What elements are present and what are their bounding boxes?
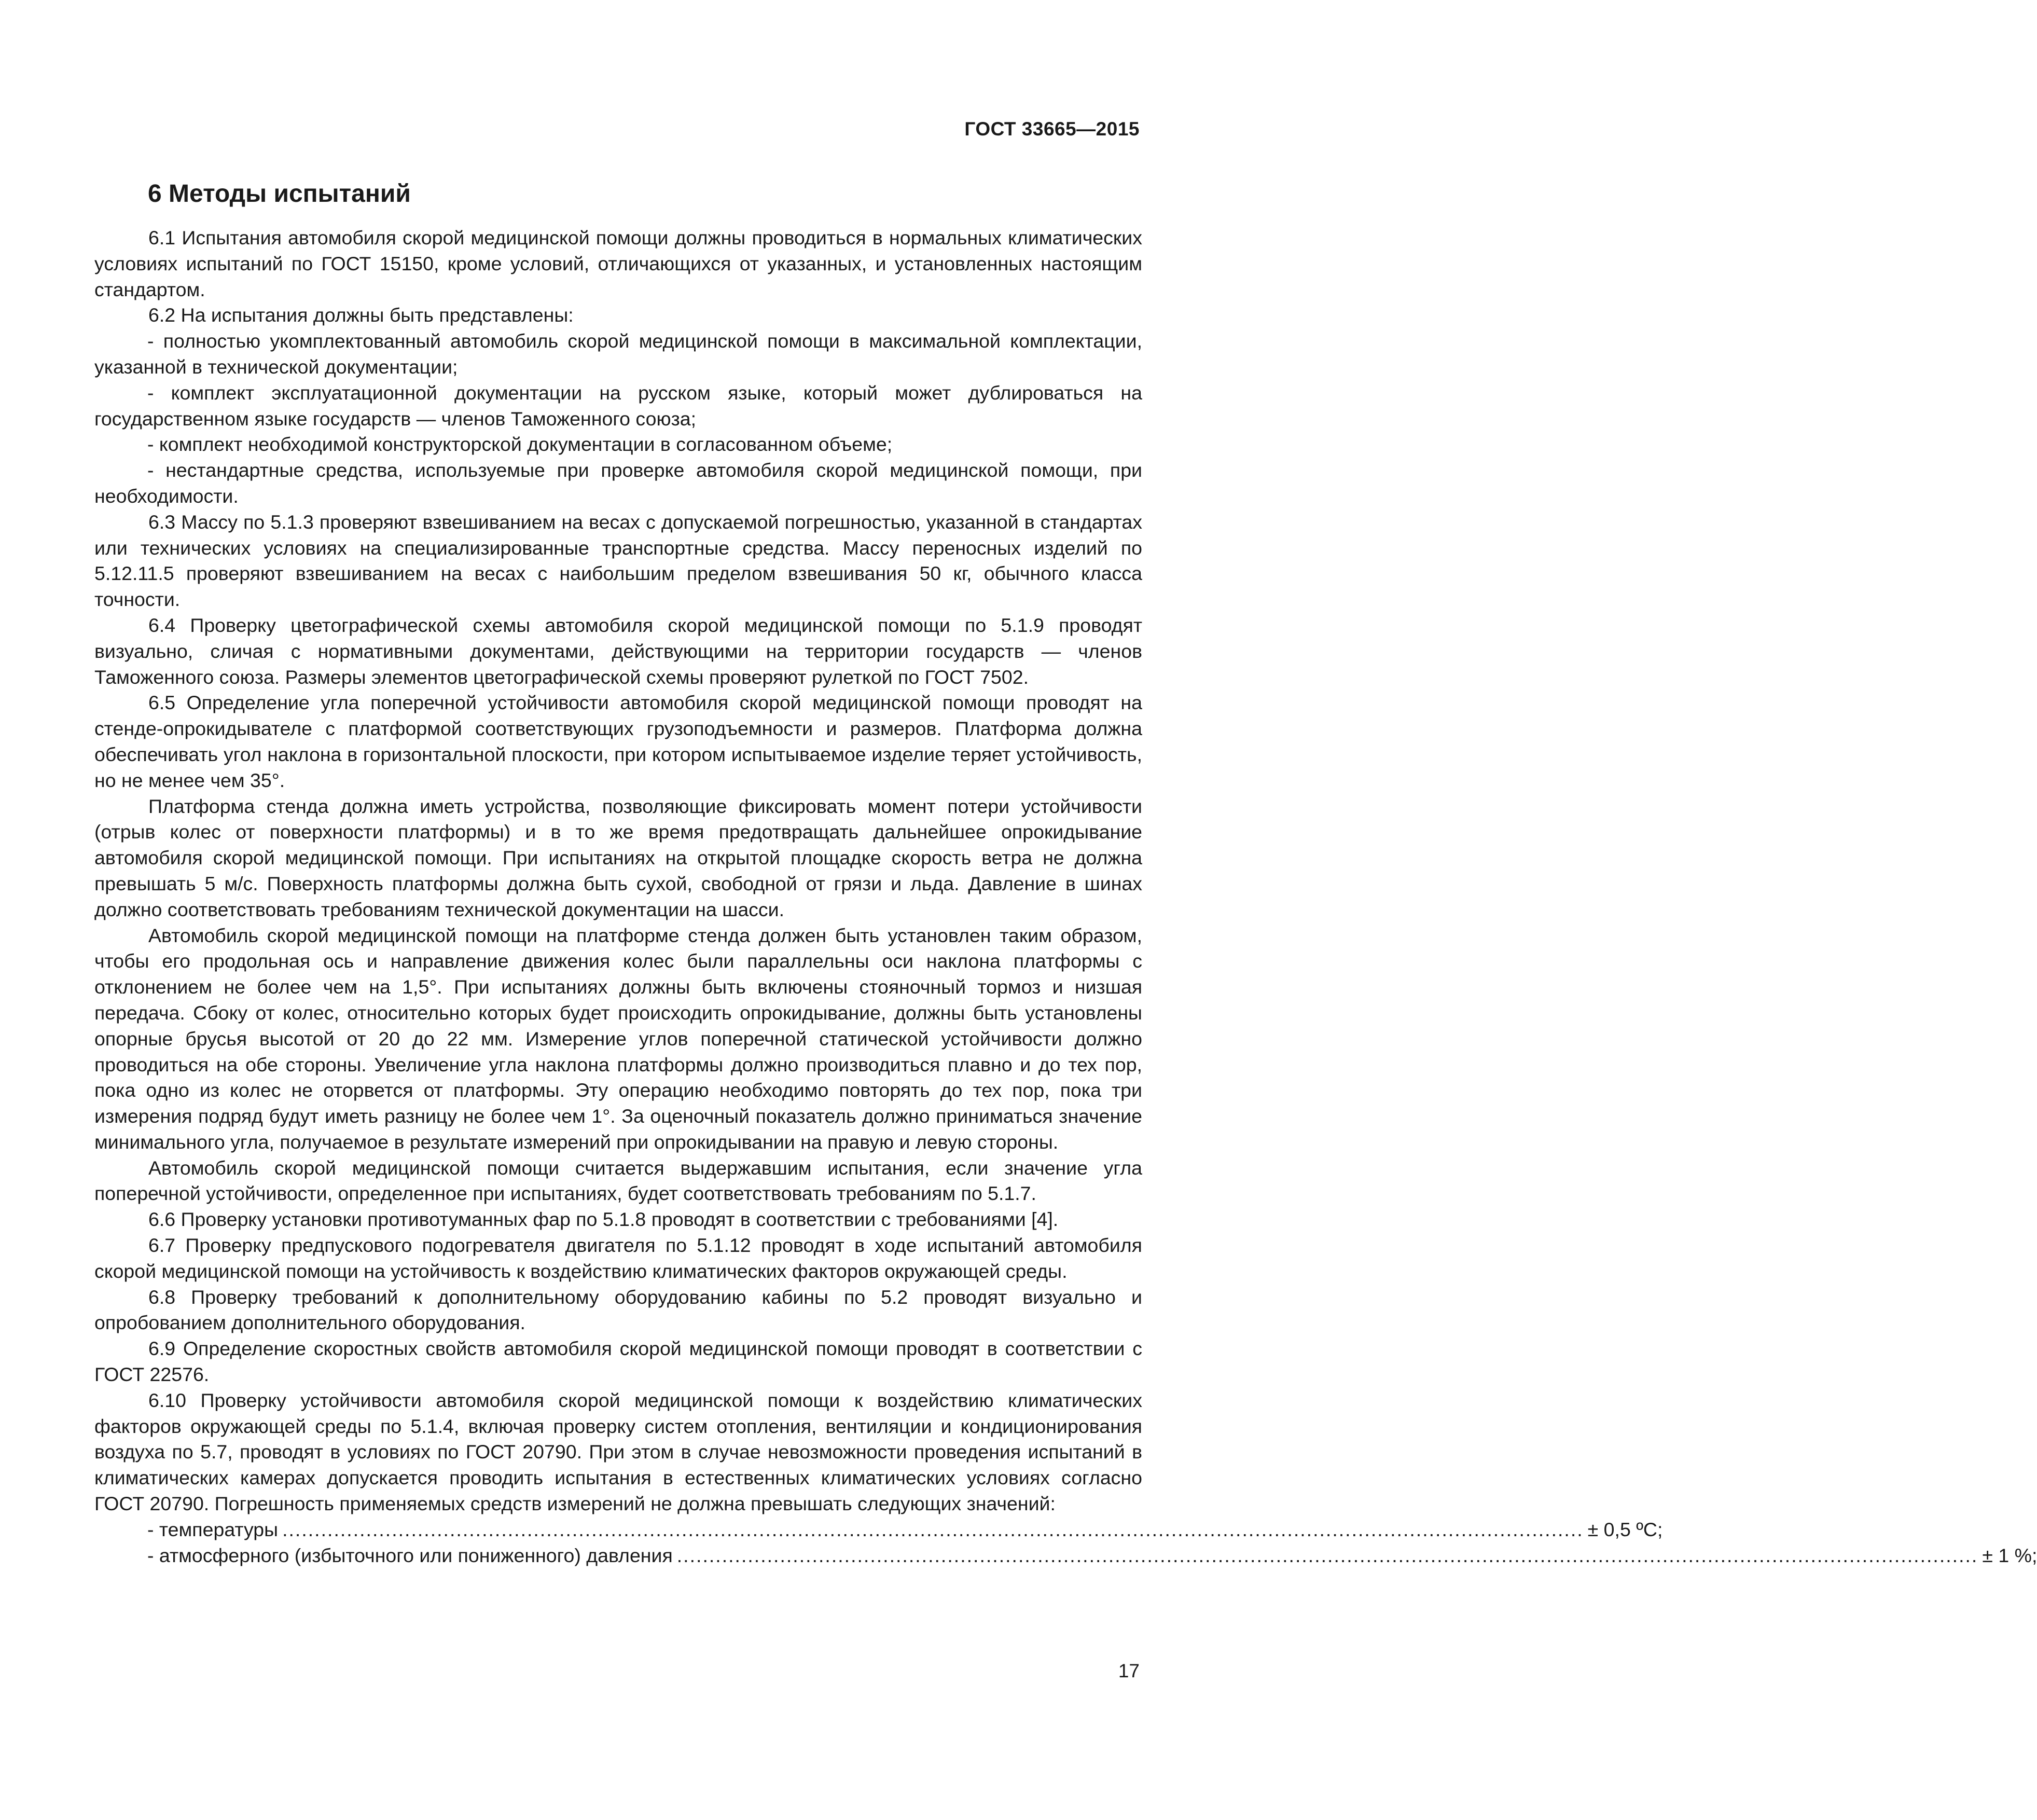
tolerance-label: - температуры — [147, 1518, 279, 1540]
section-title: 6 Методы испытаний — [148, 180, 411, 208]
paragraph-6-5-procedure: Автомобиль скорой медицинской помощи на платформе стенда должен быть установлен таким образом, чтобы его продольная ось и направление движения колес были параллельны оси наклона платформы с отклонением не более чем на 1,5°. При испытаниях должны быть включены стояночный тормоз и низшая передача. Сбоку от колес, относительно которых будет происходить опрокидывание, должны быть установлены опорные брусья высотой от 20 до 22 мм. Измерение углов поперечной статической устойчивости должно проводиться на обе стороны. Увеличение угла наклона платформы должно производиться плавно и до тех пор, пока одно из колес не оторвется от платформы. Эту операцию необходимо повторять до тех пор, пока три измерения подряд будут иметь разницу не более чем 1°. За оценочный показатель должно приниматься значение минимального угла, получаемое в результате измерений при опрокидывании на правую и левую стороны. — [94, 924, 1142, 1153]
paragraph-6-4: 6.4 Проверку цветографической схемы автомобиля скорой медицинской помощи по 5.1.9 проводят визуально, сличая с нормативными документами, действующими на территории государств — членов Таможенного союза. Размеры элементов цветографической схемы проверяют рулеткой по ГОСТ 7502. — [94, 614, 1142, 688]
paragraph-6-3: 6.3 Массу по 5.1.3 проверяют взвешиванием на весах с допускаемой погрешностью, указанной в стандартах или технических условиях на специализированные транспортные средства. Массу переносных изделий по 5.12.11.5 проверяют взвешиванием на весах с наибольшим пределом взвешивания 50 кг, обычного класса точности. — [94, 511, 1142, 611]
tolerance-row-temperature — [147, 1517, 1663, 1543]
paragraph-6-1: 6.1 Испытания автомобиля скорой медицинской помощи должны проводиться в нормальных климатических условиях испытаний по ГОСТ 15150, кроме условий, отличающихся от указанных, и установленных настоящим стандартом. — [94, 227, 1142, 300]
document-code: ГОСТ 33665—2015 — [964, 118, 1140, 140]
paragraph-6-8: 6.8 Проверку требований к дополнительному оборудованию кабины по 5.2 проводят визуально и опробованием дополнительного оборудования. — [94, 1286, 1142, 1334]
tolerance-label: - атмосферного (избыточного или пониженного) давления — [147, 1544, 673, 1566]
paragraph-6-7: 6.7 Проверку предпускового подогревателя двигателя по 5.1.12 проводят в ходе испытаний автомобиля скорой медицинской помощи на устойчивость к воздействию климатических факторов окружающей среды. — [94, 1234, 1142, 1282]
paragraph-6-2: 6.2 На испытания должны быть представлены: — [148, 304, 574, 326]
dot-leader: .......................................................................................................................................................................................................... — [676, 1544, 1978, 1566]
list-item: - комплект эксплуатационной документации на русском языке, который может дублироваться на государственном языке государств — членов Таможенного союза; — [94, 381, 1142, 430]
dot-leader: .......................................................................................................................................................................................................... — [282, 1518, 1584, 1540]
list-item: - комплект необходимой конструкторской документации в согласованном объеме; — [147, 433, 893, 456]
list-item: - полностью укомплектованный автомобиль скорой медицинской помощи в максимальной комплектации, указанной в технической документации; — [94, 330, 1142, 378]
list-item: - нестандартные средства, используемые при проверке автомобиля скорой медицинской помощи, при необходимости. — [94, 459, 1142, 507]
paragraph-6-6: 6.6 Проверку установки противотуманных фар по 5.1.8 проводят в соответствии с требованиями [4]. — [148, 1208, 1059, 1231]
document-body — [94, 225, 2037, 1568]
paragraph-6-5-result: Автомобиль скорой медицинской помощи считается выдержавшим испытания, если значение угла поперечной устойчивости, определенное при испытаниях, будет соответствовать требованиям по 5.1.7. — [94, 1156, 1142, 1205]
tolerance-row-pressure — [147, 1543, 2037, 1569]
paragraph-6-9: 6.9 Определение скоростных свойств автомобиля скорой медицинской помощи проводят в соответствии с ГОСТ 22576. — [94, 1338, 1142, 1386]
paragraph-6-10: 6.10 Проверку устойчивости автомобиля скорой медицинской помощи к воздействию климатических факторов окружающей среды по 5.1.4, включая проверку систем отопления, вентиляции и кондиционирования воздуха по 5.7, проводят в условиях по ГОСТ 20790. При этом в случае невозможности проведения испытаний в климатических камерах допускается проводить испытания в естественных климатических условиях согласно ГОСТ 20790. Погрешность применяемых средств измерений не должна превышать следующих значений: — [94, 1389, 1142, 1515]
page-number: 17 — [1118, 1660, 1140, 1681]
tolerance-value: ± 1 %; — [1982, 1544, 2037, 1566]
tolerance-value: ± 0,5 ºС; — [1587, 1518, 1663, 1540]
paragraph-6-5-platform: Платформа стенда должна иметь устройства, позволяющие фиксировать момент потери устойчивости (отрыв колес от поверхности платформы) и в то же время предотвращать дальнейшее опрокидывание автомобиля скорой медицинской помощи. При испытаниях на открытой площадке скорость ветра не должна превышать 5 м/с. Поверхность платформы должна быть сухой, свободной от грязи и льда. Давление в шинах должно соответствовать требованиям технической документации на шасси. — [94, 795, 1142, 920]
paragraph-6-5: 6.5 Определение угла поперечной устойчивости автомобиля скорой медицинской помощи проводят на стенде-опрокидывателе с платформой соответствующих грузоподъемности и размеров. Платформа должна обеспечивать угол наклона в горизонтальной плоскости, при котором испытываемое изделие теряет устойчивость, но не менее чем 35°. — [94, 692, 1142, 791]
